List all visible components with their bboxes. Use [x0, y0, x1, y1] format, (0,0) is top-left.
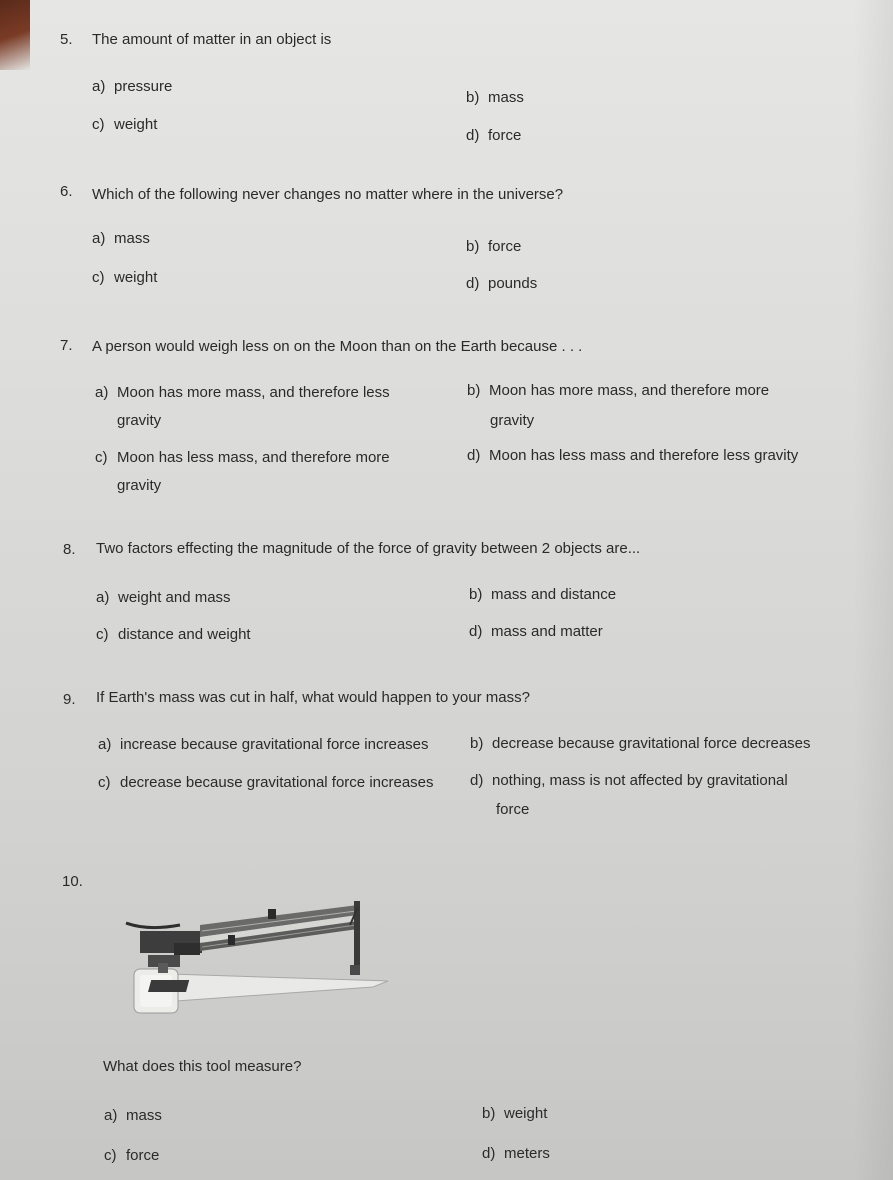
option-text: Moon has more mass, and therefore more	[489, 382, 770, 399]
question-8-option-b[interactable]	[469, 585, 616, 605]
option-letter: d)	[466, 127, 480, 144]
option-text: mass and matter	[491, 623, 603, 640]
question-7-option-c[interactable]	[95, 448, 390, 468]
question-9-option-c[interactable]	[98, 773, 434, 793]
option-letter: a)	[104, 1107, 118, 1124]
option-text: weight and mass	[118, 589, 231, 606]
option-text: mass	[488, 89, 524, 106]
question-6-text: Which of the following never changes no matter where in the universe?	[92, 186, 564, 203]
option-letter: d)	[470, 772, 484, 789]
option-letter: b)	[466, 89, 480, 106]
question-7-option-b-continued: gravity	[490, 412, 535, 429]
option-text: decrease because gravitational force increases	[120, 774, 434, 791]
question-10-option-a[interactable]	[104, 1106, 162, 1126]
question-10-option-c[interactable]	[104, 1146, 159, 1166]
question-6-number: 6.	[60, 183, 73, 200]
triple-beam-balance-image	[118, 895, 398, 1025]
background-corner	[0, 0, 30, 70]
option-text: weight	[114, 269, 158, 286]
question-6-option-a[interactable]	[92, 229, 150, 249]
question-5-option-a[interactable]	[92, 77, 172, 97]
question-6-option-c[interactable]	[92, 268, 157, 288]
question-7-number: 7.	[60, 337, 73, 354]
question-9-option-d[interactable]	[470, 771, 788, 791]
option-text: force	[488, 127, 522, 144]
option-text: Moon has less mass, and therefore more	[117, 449, 390, 466]
question-10-option-d[interactable]	[482, 1144, 550, 1164]
triple-beam-balance-icon	[118, 895, 398, 1025]
option-letter: c)	[95, 449, 108, 466]
option-text: pounds	[488, 275, 538, 292]
question-8-text: Two factors effecting the magnitude of the force of gravity between 2 objects are...	[96, 540, 641, 557]
option-letter: d)	[469, 623, 483, 640]
option-text: force	[126, 1147, 160, 1164]
question-9-option-a[interactable]	[98, 735, 429, 755]
option-letter: c)	[98, 774, 111, 791]
option-letter: d)	[466, 275, 480, 292]
question-7-option-d[interactable]	[467, 446, 798, 466]
question-8-number: 8.	[63, 541, 76, 558]
question-5-option-c[interactable]	[92, 115, 157, 135]
option-letter: b)	[470, 735, 484, 752]
option-text: mass	[126, 1107, 162, 1124]
option-letter: a)	[95, 384, 109, 401]
option-text: Moon has less mass and therefore less gravity	[489, 447, 799, 464]
option-text: weight	[114, 116, 158, 133]
option-letter: a)	[92, 78, 106, 95]
option-text: decrease because gravitational force decreases	[492, 735, 811, 752]
option-letter: b)	[467, 382, 481, 399]
question-9-number: 9.	[63, 691, 76, 708]
question-7-option-a-continued: gravity	[117, 412, 162, 429]
question-9-option-d-continued: force	[496, 801, 530, 818]
option-letter: a)	[98, 736, 112, 753]
question-9-option-b[interactable]	[470, 734, 811, 754]
option-text: meters	[504, 1145, 550, 1162]
question-8-option-a[interactable]	[96, 588, 231, 608]
option-letter: d)	[482, 1145, 496, 1162]
option-text: increase because gravitational force increases	[120, 736, 429, 753]
option-text: pressure	[114, 78, 173, 95]
question-10-text: What does this tool measure?	[103, 1058, 302, 1075]
question-7-option-b[interactable]	[467, 381, 769, 401]
page-shadow	[853, 0, 893, 1180]
question-5-option-d[interactable]	[466, 126, 521, 146]
option-letter: c)	[92, 269, 105, 286]
question-6-option-d[interactable]	[466, 274, 537, 294]
option-letter: c)	[92, 116, 105, 133]
option-letter: c)	[104, 1147, 117, 1164]
question-5-option-b[interactable]	[466, 88, 524, 108]
question-7-option-c-continued: gravity	[117, 477, 162, 494]
question-8-option-d[interactable]	[469, 622, 603, 642]
option-letter: a)	[96, 589, 110, 606]
option-text: force	[488, 238, 522, 255]
question-7-option-a[interactable]	[95, 383, 390, 403]
question-5-text: The amount of matter in an object is	[92, 31, 332, 48]
option-letter: c)	[96, 626, 109, 643]
question-5-number: 5.	[60, 31, 73, 48]
question-10-option-b[interactable]	[482, 1104, 547, 1124]
question-10-number: 10.	[62, 873, 83, 890]
option-letter: b)	[482, 1105, 496, 1122]
option-letter: a)	[92, 230, 106, 247]
option-text: nothing, mass is not affected by gravitational	[492, 772, 788, 789]
question-7-text: A person would weigh less on on the Moon than on the Earth because . . .	[92, 338, 583, 355]
option-text: distance and weight	[118, 626, 251, 643]
option-letter: b)	[469, 586, 483, 603]
option-text: Moon has more mass, and therefore less	[117, 384, 390, 401]
question-9-text: If Earth's mass was cut in half, what would happen to your mass?	[96, 689, 530, 706]
option-text: weight	[504, 1105, 548, 1122]
question-6-option-b[interactable]	[466, 237, 521, 257]
option-letter: b)	[466, 238, 480, 255]
question-8-option-c[interactable]	[96, 625, 251, 645]
option-text: mass and distance	[491, 586, 617, 603]
option-letter: d)	[467, 447, 481, 464]
option-text: mass	[114, 230, 150, 247]
